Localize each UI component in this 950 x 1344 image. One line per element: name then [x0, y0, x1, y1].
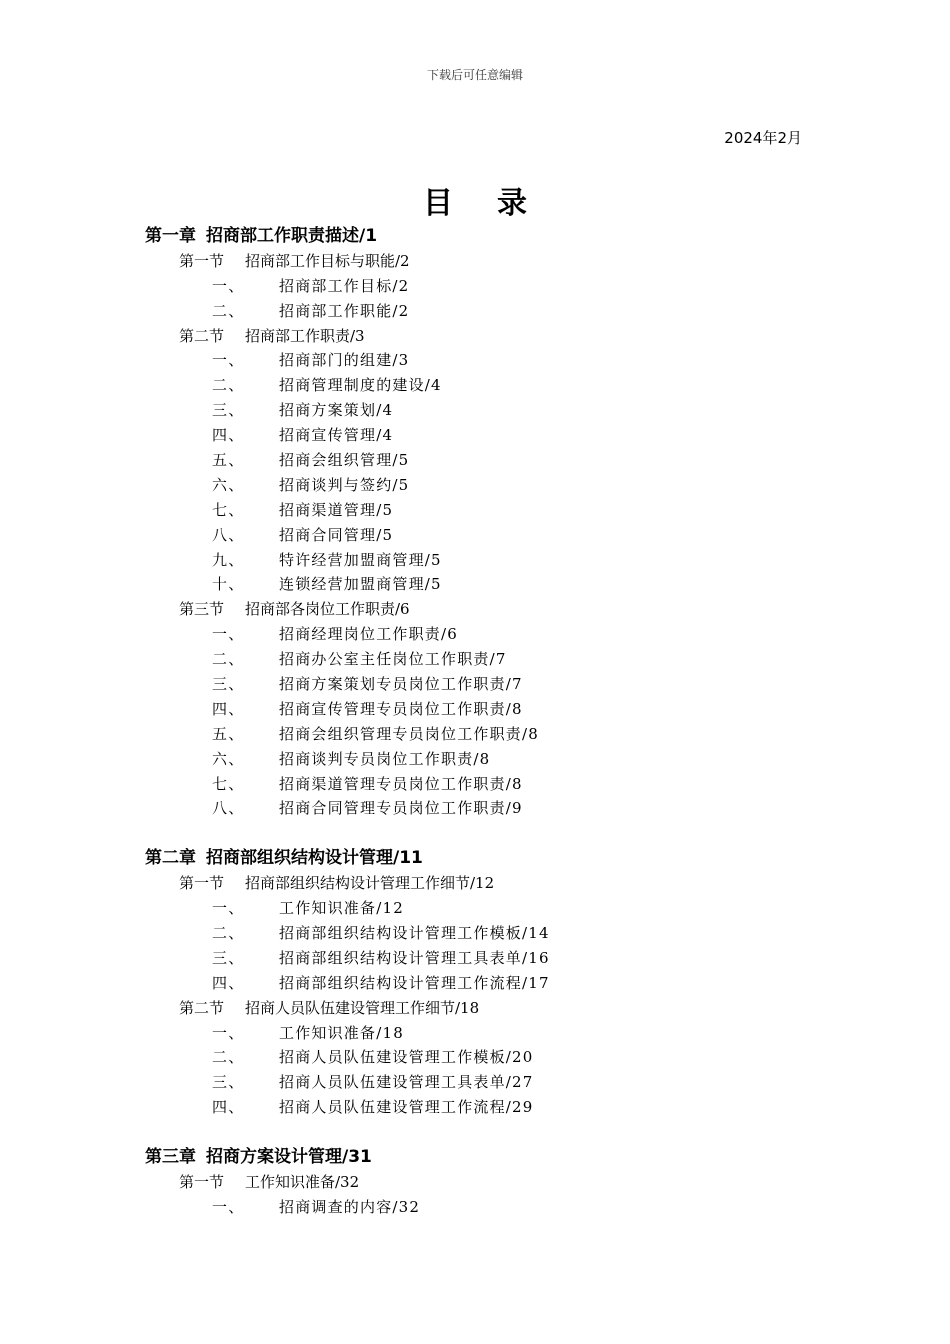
toc-item-title: 招商渠道管理专员岗位工作职责/8: [279, 774, 523, 793]
toc-item-number: 四、: [212, 1098, 245, 1117]
toc-item[interactable]: [0, 896, 950, 921]
toc-item-title: 特许经营加盟商管理/5: [279, 550, 442, 569]
toc-item[interactable]: [0, 796, 950, 821]
toc-item-number: 十、: [212, 575, 245, 594]
document-date: 2024年2月: [724, 129, 802, 147]
toc-item-number: 七、: [212, 500, 245, 519]
toc-section-number: 第二节: [179, 998, 225, 1017]
toc-item-title: 招商部组织结构设计管理工具表单/16: [279, 948, 550, 967]
toc-item[interactable]: [0, 647, 950, 672]
toc-item-number: 七、: [212, 774, 245, 793]
toc-item[interactable]: [0, 1095, 950, 1120]
toc-item[interactable]: [0, 473, 950, 498]
toc-item-title: 招商会组织管理专员岗位工作职责/8: [279, 724, 539, 743]
toc-chapter[interactable]: [0, 224, 950, 249]
toc-item[interactable]: [0, 523, 950, 548]
toc-item-number: 二、: [212, 301, 245, 320]
toc-item[interactable]: [0, 274, 950, 299]
toc-section-number: 第二节: [179, 326, 225, 345]
toc-item[interactable]: [0, 747, 950, 772]
toc-item[interactable]: [0, 1195, 950, 1220]
toc-item-title: 招商宣传管理/4: [279, 426, 394, 445]
toc-item-title: 连锁经营加盟商管理/5: [279, 575, 442, 594]
toc-item-number: 一、: [212, 276, 245, 295]
toc-item[interactable]: [0, 697, 950, 722]
toc-item-number: 一、: [212, 625, 245, 644]
toc-section-title: 招商部工作职责/3: [245, 326, 365, 345]
toc-item-title: 招商方案策划专员岗位工作职责/7: [279, 675, 523, 694]
toc-item[interactable]: [0, 772, 950, 797]
toc-item-title: 招商部组织结构设计管理工作流程/17: [279, 973, 550, 992]
toc-item-title: 招商方案策划/4: [279, 401, 394, 420]
toc-item[interactable]: [0, 373, 950, 398]
toc-item-number: 四、: [212, 973, 245, 992]
toc-item[interactable]: [0, 1021, 950, 1046]
toc-section-number: 第一节: [179, 251, 225, 270]
toc-item-number: 二、: [212, 376, 245, 395]
toc-item-title: 招商人员队伍建设管理工作流程/29: [279, 1098, 534, 1117]
toc-section-title: 招商人员队伍建设管理工作细节/18: [245, 998, 480, 1017]
toc-item[interactable]: [0, 622, 950, 647]
toc-item-number: 二、: [212, 650, 245, 669]
toc-item[interactable]: [0, 971, 950, 996]
toc-item-number: 三、: [212, 675, 245, 694]
toc-item-title: 招商部工作目标/2: [279, 276, 410, 295]
toc-section-title: 招商部工作目标与职能/2: [245, 251, 410, 270]
toc-item-number: 一、: [212, 1023, 245, 1042]
toc-chapter-number: 第二章: [145, 848, 196, 869]
toc-item-number: 三、: [212, 401, 245, 420]
toc-section-title: 招商部组织结构设计管理工作细节/12: [245, 874, 495, 893]
toc-item-title: 工作知识准备/12: [279, 899, 404, 918]
toc-item-title: 招商人员队伍建设管理工具表单/27: [279, 1073, 534, 1092]
toc-item-number: 一、: [212, 899, 245, 918]
toc-item[interactable]: [0, 548, 950, 573]
toc-chapter-number: 第三章: [145, 1146, 196, 1167]
toc-section[interactable]: [0, 996, 950, 1021]
toc-item-title: 招商渠道管理/5: [279, 500, 394, 519]
toc-item-number: 二、: [212, 1048, 245, 1067]
toc-item-title: 招商管理制度的建设/4: [279, 376, 442, 395]
toc-chapter-title: 招商部组织结构设计管理/11: [206, 848, 423, 869]
toc-item-title: 招商会组织管理/5: [279, 451, 410, 470]
toc-section-title: 工作知识准备/32: [245, 1172, 360, 1191]
toc-section-number: 第一节: [179, 1172, 225, 1191]
toc-item-number: 八、: [212, 799, 245, 818]
toc-chapter-title: 招商方案设计管理/31: [206, 1146, 372, 1167]
toc-chapter-number: 第一章: [145, 226, 196, 246]
toc-section[interactable]: [0, 597, 950, 622]
toc-item-title: 招商人员队伍建设管理工作模板/20: [279, 1048, 534, 1067]
toc-section[interactable]: [0, 871, 950, 896]
toc-item-number: 九、: [212, 550, 245, 569]
toc-item-title: 招商部工作职能/2: [279, 301, 410, 320]
toc-item[interactable]: [0, 423, 950, 448]
table-of-contents: [0, 224, 950, 1220]
toc-item[interactable]: [0, 448, 950, 473]
toc-item[interactable]: [0, 299, 950, 324]
toc-item-number: 六、: [212, 749, 245, 768]
toc-item-title: 招商谈判专员岗位工作职责/8: [279, 749, 491, 768]
toc-item-number: 四、: [212, 426, 245, 445]
toc-item-title: 招商合同管理专员岗位工作职责/9: [279, 799, 523, 818]
toc-item-number: 三、: [212, 948, 245, 967]
toc-section-title: 招商部各岗位工作职责/6: [245, 600, 410, 619]
toc-item-title: 招商部组织结构设计管理工作模板/14: [279, 923, 550, 942]
toc-item[interactable]: [0, 672, 950, 697]
toc-section[interactable]: [0, 1170, 950, 1195]
toc-item[interactable]: [0, 572, 950, 597]
toc-item-number: 一、: [212, 1197, 245, 1216]
toc-item-number: 五、: [212, 451, 245, 470]
chapter-gap: [0, 821, 950, 846]
header-note: 下载后可任意编辑: [426, 68, 523, 82]
toc-chapter[interactable]: [0, 846, 950, 871]
toc-chapter[interactable]: [0, 1145, 950, 1170]
toc-item[interactable]: [0, 921, 950, 946]
toc-item-number: 四、: [212, 699, 245, 718]
toc-item-title: 招商合同管理/5: [279, 525, 394, 544]
toc-chapter-title: 招商部工作职责描述/1: [206, 226, 378, 246]
toc-item-number: 一、: [212, 351, 245, 370]
toc-item[interactable]: [0, 722, 950, 747]
toc-item[interactable]: [0, 348, 950, 373]
toc-item-number: 八、: [212, 525, 245, 544]
toc-item[interactable]: [0, 1070, 950, 1095]
toc-item-title: 招商部门的组建/3: [279, 351, 410, 370]
toc-item-title: 招商调查的内容/32: [279, 1197, 421, 1216]
toc-section[interactable]: [0, 324, 950, 349]
toc-section[interactable]: [0, 249, 950, 274]
toc-item-number: 三、: [212, 1073, 245, 1092]
toc-item-title: 招商宣传管理专员岗位工作职责/8: [279, 699, 523, 718]
toc-section-number: 第三节: [179, 600, 225, 619]
toc-section-number: 第一节: [179, 874, 225, 893]
toc-item[interactable]: [0, 946, 950, 971]
toc-title: 目录: [423, 186, 571, 221]
toc-item-title: 招商经理岗位工作职责/6: [279, 625, 458, 644]
toc-item[interactable]: [0, 1045, 950, 1070]
toc-item-title: 招商谈判与签约/5: [279, 475, 410, 494]
toc-item-number: 六、: [212, 475, 245, 494]
toc-item-title: 工作知识准备/18: [279, 1023, 404, 1042]
chapter-gap: [0, 1120, 950, 1145]
toc-item-number: 五、: [212, 724, 245, 743]
toc-item-title: 招商办公室主任岗位工作职责/7: [279, 650, 507, 669]
toc-item-number: 二、: [212, 923, 245, 942]
toc-item[interactable]: [0, 498, 950, 523]
toc-item[interactable]: [0, 398, 950, 423]
